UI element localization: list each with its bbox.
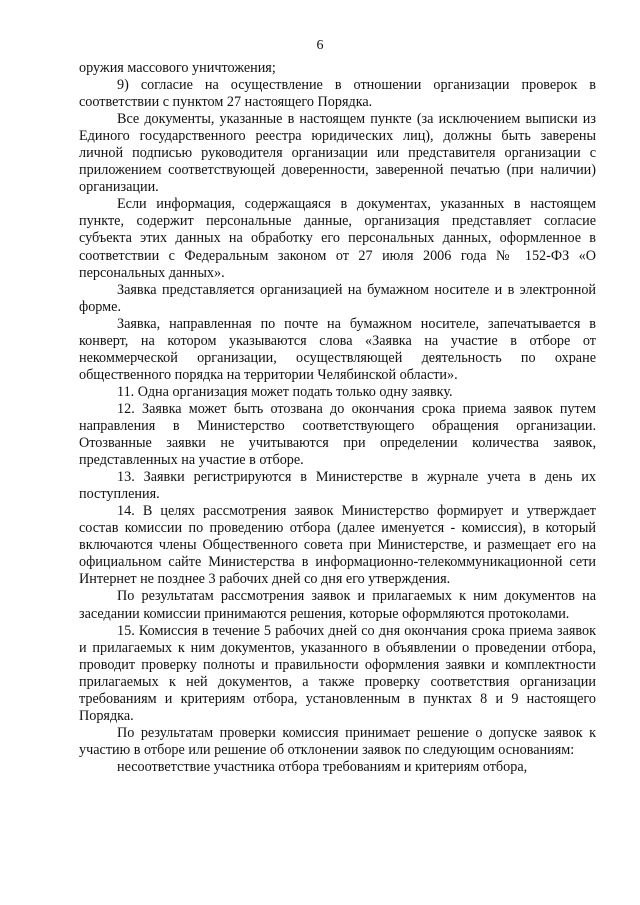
paragraph: оружия массового уничтожения; xyxy=(79,60,276,76)
paragraph: несоответствие участника отбора требованиям и критериям отбора, xyxy=(117,758,528,775)
page-number: 6 xyxy=(316,38,324,53)
paragraph: Заявка представляется организацией на бумажном носителе и в электронной форме. xyxy=(79,281,596,315)
paragraph: 13. Заявки регистрируются в Министерстве в журнале учета в день их поступления. xyxy=(79,469,596,503)
paragraph: 15. Комиссия в течение 5 рабочих дней со дня окончания срока приема заявок и прилагаемых к ним документов, указанного в объявлении о проведении отбора, проводит проверку полноты и правильности оформления заявки и комплектности прилагаемых к ней документов, а также проверку соответствия организации требованиям и критериям отбора, установленным в пунктах 8 и 9 настоящего Порядка. xyxy=(79,622,596,724)
paragraph: 14. В целях рассмотрения заявок Министерство формирует и утверждает состав комиссии по проведению отбора (далее именуется - комиссия), в который включаются члены Общественного совета при Министерстве, и размещает его на официальном сайте Министерства в информационно-телекоммуникационной сети Интернет не позднее 3 рабочих дней со дня его утверждения. xyxy=(79,503,596,588)
paragraph: 11. Одна организация может подать только одну заявку. xyxy=(117,383,453,400)
paragraph: Если информация, содержащаяся в документах, указанных в настоящем пункте, содержит персональные данные, организация представляет согласие субъекта этих данных на обработку его персональных данных, оформленное в соответствии с Федеральным законом от 27 июля 2006 года № 152-ФЗ «О персональных данных». xyxy=(79,196,596,281)
paragraph: 12. Заявка может быть отозвана до окончания срока приема заявок путем направления в Министерство соответствующего обращения организации. Отозванные заявки не учитываются при определении количества заявок, представленных на участие в отборе. xyxy=(79,400,596,469)
document-body xyxy=(79,60,596,776)
paragraph: 9) согласие на осуществление в отношении организации проверок в соответствии с пунктом 27 настоящего Порядка. xyxy=(79,77,596,111)
paragraph: По результатам рассмотрения заявок и прилагаемых к ним документов на заседании комиссии принимаются решения, которые оформляются протоколами. xyxy=(79,588,596,622)
paragraph: Заявка, направленная по почте на бумажном носителе, запечатывается в конверт, на котором указываются слова «Заявка на участие в отборе от некоммерческой организации, осуществляющей деятельность по охране общественного порядка на территории Челябинской области». xyxy=(79,315,596,383)
paragraph: Все документы, указанные в настоящем пункте (за исключением выписки из Единого государственного реестра юридических лиц), должны быть заверены личной подписью руководителя организации или представителя организации с приложением соответствующей доверенности, заверенной печатью (при наличии) организации. xyxy=(79,111,596,196)
paragraph: По результатам проверки комиссия принимает решение о допуске заявок к участию в отборе или решение об отклонении заявок по следующим основаниям: xyxy=(79,724,596,758)
